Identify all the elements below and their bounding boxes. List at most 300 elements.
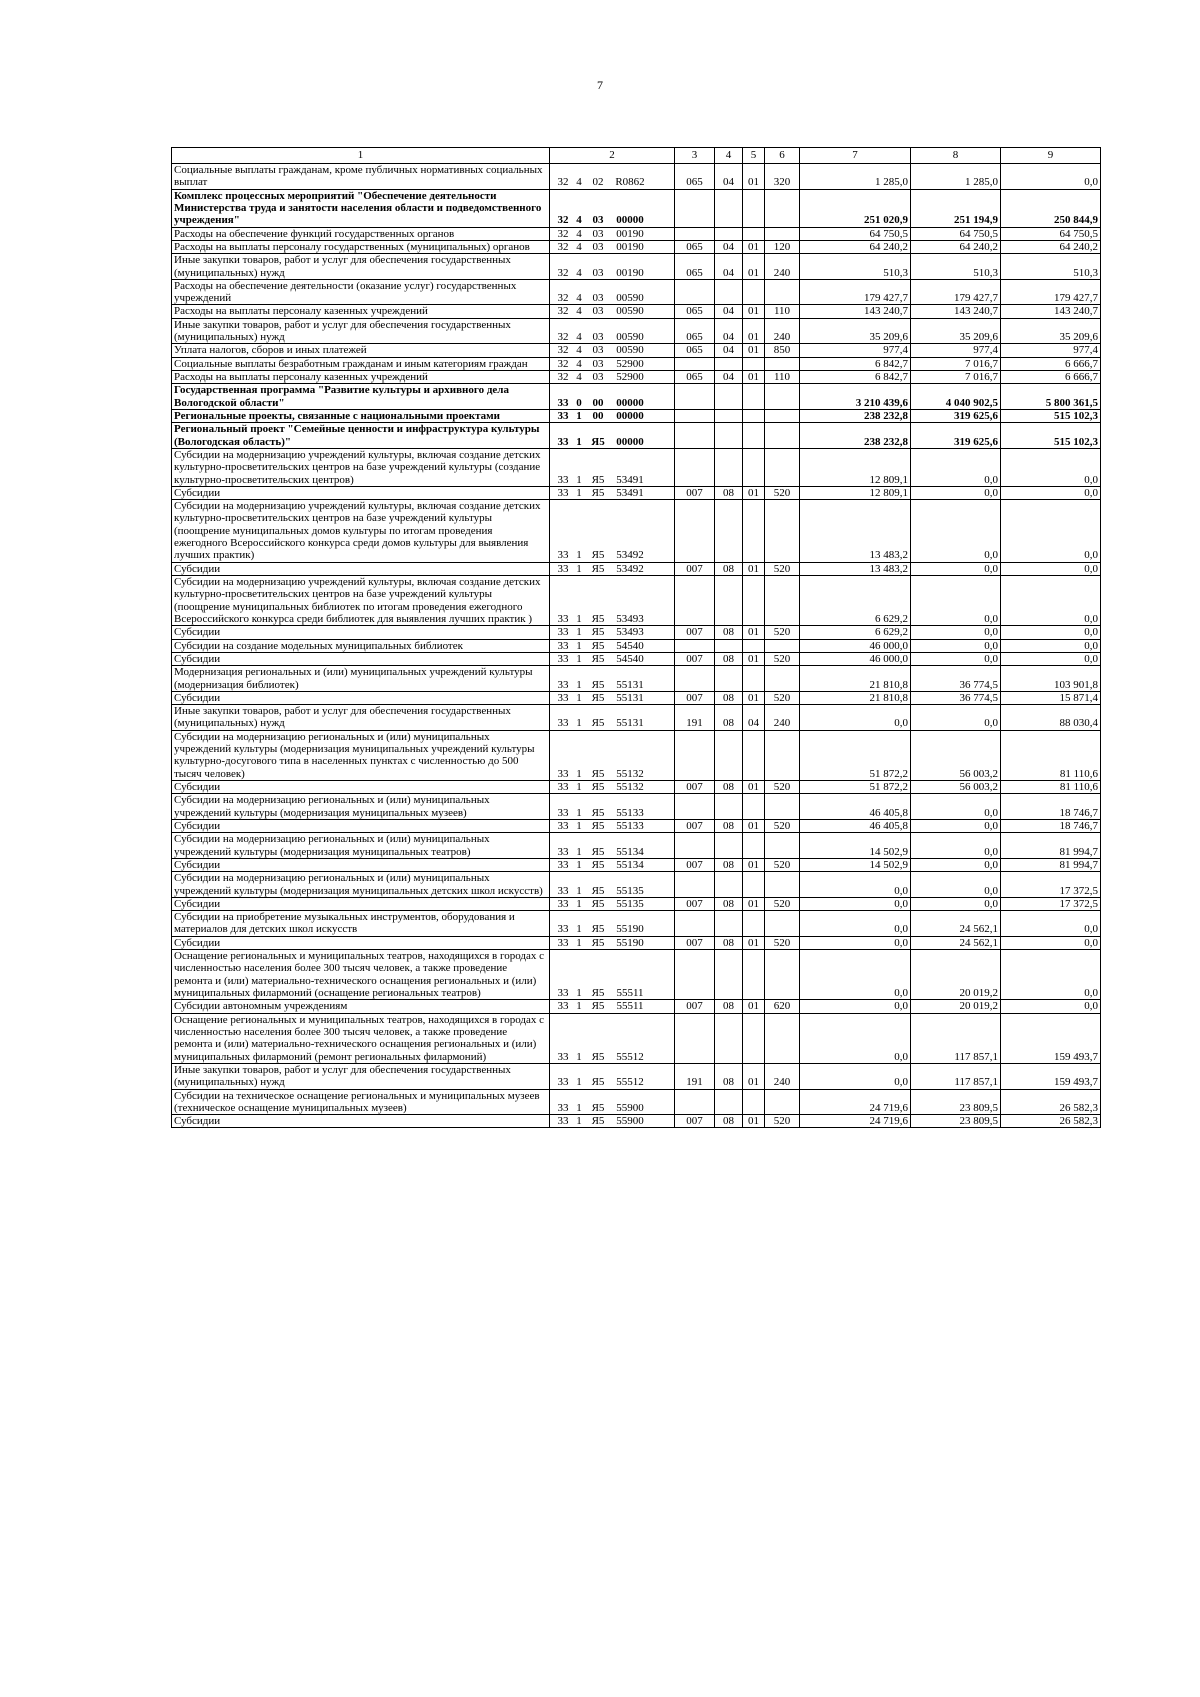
amount-year-1: 238 232,8 bbox=[800, 409, 911, 422]
code-part: Я5 bbox=[591, 435, 605, 448]
code-part: 4 bbox=[576, 266, 582, 279]
subsection-code bbox=[743, 576, 765, 626]
code-part: 1 bbox=[576, 897, 582, 910]
table-row bbox=[172, 189, 1101, 227]
target-article-code bbox=[550, 872, 675, 898]
expense-type-code: 520 bbox=[765, 781, 800, 794]
column-header: 7 bbox=[800, 148, 911, 164]
expense-type-code: 110 bbox=[765, 371, 800, 384]
amount-year-1: 510,3 bbox=[800, 254, 911, 280]
expense-type-code bbox=[765, 1013, 800, 1063]
target-article-code bbox=[550, 950, 675, 1000]
section-code bbox=[715, 950, 743, 1000]
table-row bbox=[172, 897, 1101, 910]
code-part: 33 bbox=[557, 819, 569, 832]
subsection-code bbox=[743, 1089, 765, 1115]
subsection-code bbox=[743, 357, 765, 370]
expense-type-code bbox=[765, 357, 800, 370]
amount-year-1: 12 809,1 bbox=[800, 486, 911, 499]
code-part: R0862 bbox=[615, 176, 645, 189]
code-part: 00190 bbox=[616, 266, 644, 279]
grbs-code bbox=[675, 423, 715, 449]
amount-year-1: 21 810,8 bbox=[800, 666, 911, 692]
code-part: Я5 bbox=[591, 845, 605, 858]
amount-year-1: 14 502,9 bbox=[800, 833, 911, 859]
section-code bbox=[715, 500, 743, 563]
section-code: 08 bbox=[715, 1000, 743, 1013]
table-row bbox=[172, 819, 1101, 832]
section-code bbox=[715, 872, 743, 898]
table-row bbox=[172, 626, 1101, 639]
code-part: 52900 bbox=[616, 357, 644, 370]
code-part: 55190 bbox=[616, 923, 644, 936]
expense-type-code: 520 bbox=[765, 626, 800, 639]
code-part: 32 bbox=[557, 266, 569, 279]
code-part: 33 bbox=[557, 626, 569, 639]
target-article-code bbox=[550, 1115, 675, 1128]
target-article-code bbox=[550, 164, 675, 190]
expense-type-code: 120 bbox=[765, 240, 800, 253]
code-part: 1 bbox=[576, 845, 582, 858]
code-part: 00590 bbox=[616, 344, 644, 357]
code-part: 33 bbox=[557, 987, 569, 999]
amount-year-2: 36 774,5 bbox=[911, 691, 1001, 704]
code-part: 1 bbox=[576, 678, 582, 691]
amount-year-1: 6 629,2 bbox=[800, 626, 911, 639]
table-row bbox=[172, 344, 1101, 357]
code-part: 1 bbox=[576, 923, 582, 936]
code-part: Я5 bbox=[591, 1000, 605, 1013]
amount-year-2: 977,4 bbox=[911, 344, 1001, 357]
amount-year-1: 6 629,2 bbox=[800, 576, 911, 626]
expense-type-code bbox=[765, 384, 800, 410]
target-article-code bbox=[550, 279, 675, 305]
expense-type-code: 520 bbox=[765, 691, 800, 704]
target-article-code bbox=[550, 936, 675, 949]
section-code: 04 bbox=[715, 240, 743, 253]
amount-year-2: 0,0 bbox=[911, 652, 1001, 665]
code-part: 33 bbox=[557, 1050, 569, 1063]
code-part: 03 bbox=[592, 227, 604, 240]
row-name: Субсидии bbox=[172, 781, 550, 794]
grbs-code bbox=[675, 189, 715, 227]
grbs-code bbox=[675, 357, 715, 370]
code-part: 1 bbox=[576, 652, 582, 665]
subsection-code: 01 bbox=[743, 691, 765, 704]
section-code bbox=[715, 639, 743, 652]
amount-year-2: 0,0 bbox=[911, 486, 1001, 499]
column-header: 9 bbox=[1001, 148, 1101, 164]
subsection-code: 01 bbox=[743, 240, 765, 253]
section-code bbox=[715, 409, 743, 422]
target-article-code bbox=[550, 486, 675, 499]
code-part: 54540 bbox=[616, 639, 644, 652]
subsection-code: 01 bbox=[743, 897, 765, 910]
table-row bbox=[172, 652, 1101, 665]
code-part: 1 bbox=[576, 639, 582, 652]
code-part: 03 bbox=[592, 292, 604, 305]
expense-type-code: 520 bbox=[765, 1115, 800, 1128]
amount-year-1: 143 240,7 bbox=[800, 305, 911, 318]
section-code: 08 bbox=[715, 858, 743, 871]
target-article-code bbox=[550, 911, 675, 937]
grbs-code bbox=[675, 911, 715, 937]
table-row bbox=[172, 794, 1101, 820]
code-part: Я5 bbox=[591, 858, 605, 871]
amount-year-3: 0,0 bbox=[1001, 639, 1101, 652]
amount-year-3: 18 746,7 bbox=[1001, 794, 1101, 820]
table-row bbox=[172, 500, 1101, 563]
table-row bbox=[172, 576, 1101, 626]
code-part: 03 bbox=[592, 331, 604, 344]
table-row bbox=[172, 730, 1101, 780]
subsection-code: 01 bbox=[743, 1000, 765, 1013]
amount-year-2: 0,0 bbox=[911, 897, 1001, 910]
code-part: Я5 bbox=[591, 923, 605, 936]
amount-year-3: 0,0 bbox=[1001, 576, 1101, 626]
row-name: Субсидии на модернизацию региональных и (или) муниципальных учреждений культуры (модернизация муниципальных музеев) bbox=[172, 794, 550, 820]
grbs-code bbox=[675, 833, 715, 859]
page-number: 7 bbox=[597, 78, 603, 92]
target-article-code bbox=[550, 240, 675, 253]
code-part: 33 bbox=[557, 562, 569, 575]
code-part: 33 bbox=[557, 858, 569, 871]
amount-year-1: 0,0 bbox=[800, 705, 911, 731]
grbs-code bbox=[675, 639, 715, 652]
row-name: Расходы на обеспечение деятельности (оказание услуг) государственных учреждений bbox=[172, 279, 550, 305]
expense-type-code bbox=[765, 1089, 800, 1115]
amount-year-3: 515 102,3 bbox=[1001, 409, 1101, 422]
code-part: 33 bbox=[557, 1076, 569, 1089]
row-name: Расходы на выплаты персоналу казенных учреждений bbox=[172, 305, 550, 318]
code-part: 53492 bbox=[616, 562, 644, 575]
row-name: Субсидии bbox=[172, 486, 550, 499]
amount-year-2: 0,0 bbox=[911, 872, 1001, 898]
amount-year-3: 18 746,7 bbox=[1001, 819, 1101, 832]
amount-year-3: 103 901,8 bbox=[1001, 666, 1101, 692]
amount-year-3: 0,0 bbox=[1001, 1000, 1101, 1013]
amount-year-3: 81 110,6 bbox=[1001, 781, 1101, 794]
code-part: 33 bbox=[557, 435, 569, 448]
expense-type-code bbox=[765, 872, 800, 898]
section-code bbox=[715, 1089, 743, 1115]
amount-year-2: 7 016,7 bbox=[911, 357, 1001, 370]
subsection-code: 01 bbox=[743, 254, 765, 280]
column-header: 3 bbox=[675, 148, 715, 164]
code-part: Я5 bbox=[591, 819, 605, 832]
target-article-code bbox=[550, 562, 675, 575]
amount-year-1: 0,0 bbox=[800, 872, 911, 898]
table-row bbox=[172, 936, 1101, 949]
code-part: Я5 bbox=[591, 1101, 605, 1114]
grbs-code: 007 bbox=[675, 562, 715, 575]
code-part: 03 bbox=[592, 266, 604, 279]
expense-type-code bbox=[765, 500, 800, 563]
table-row bbox=[172, 833, 1101, 859]
grbs-code bbox=[675, 384, 715, 410]
code-part: 33 bbox=[557, 691, 569, 704]
row-name: Субсидии bbox=[172, 936, 550, 949]
code-part: 53491 bbox=[616, 473, 644, 486]
grbs-code bbox=[675, 794, 715, 820]
table-row bbox=[172, 371, 1101, 384]
amount-year-3: 0,0 bbox=[1001, 652, 1101, 665]
amount-year-1: 238 232,8 bbox=[800, 423, 911, 449]
table-row bbox=[172, 1013, 1101, 1063]
amount-year-1: 0,0 bbox=[800, 936, 911, 949]
amount-year-2: 0,0 bbox=[911, 626, 1001, 639]
amount-year-3: 159 493,7 bbox=[1001, 1063, 1101, 1089]
table-row bbox=[172, 562, 1101, 575]
target-article-code bbox=[550, 409, 675, 422]
table-row bbox=[172, 705, 1101, 731]
row-name: Иные закупки товаров, работ и услуг для обеспечения государственных (муниципальных) нужд bbox=[172, 318, 550, 344]
code-part: 33 bbox=[557, 612, 569, 625]
amount-year-3: 26 582,3 bbox=[1001, 1115, 1101, 1128]
table-row bbox=[172, 1063, 1101, 1089]
subsection-code bbox=[743, 730, 765, 780]
amount-year-1: 977,4 bbox=[800, 344, 911, 357]
grbs-code: 007 bbox=[675, 897, 715, 910]
grbs-code bbox=[675, 500, 715, 563]
amount-year-2: 0,0 bbox=[911, 500, 1001, 563]
row-name: Субсидии на модернизацию региональных и (или) муниципальных учреждений культуры (модернизация муниципальных учреждений культуры культурно-досугового типа в населенных пунктах с численностью до 500 тысяч человек) bbox=[172, 730, 550, 780]
code-part: 1 bbox=[576, 717, 582, 730]
amount-year-2: 510,3 bbox=[911, 254, 1001, 280]
grbs-code: 007 bbox=[675, 691, 715, 704]
amount-year-3: 510,3 bbox=[1001, 254, 1101, 280]
amount-year-3: 143 240,7 bbox=[1001, 305, 1101, 318]
amount-year-3: 17 372,5 bbox=[1001, 897, 1101, 910]
code-part: Я5 bbox=[591, 549, 605, 562]
table-row bbox=[172, 279, 1101, 305]
expense-type-code bbox=[765, 911, 800, 937]
code-part: 32 bbox=[557, 292, 569, 305]
section-code: 08 bbox=[715, 562, 743, 575]
amount-year-1: 13 483,2 bbox=[800, 500, 911, 563]
amount-year-3: 26 582,3 bbox=[1001, 1089, 1101, 1115]
amount-year-3: 0,0 bbox=[1001, 950, 1101, 1000]
code-part: Я5 bbox=[591, 612, 605, 625]
code-part: 33 bbox=[557, 717, 569, 730]
subsection-code: 04 bbox=[743, 705, 765, 731]
code-part: 00 bbox=[592, 396, 604, 409]
code-part: 33 bbox=[557, 473, 569, 486]
code-part: 00590 bbox=[616, 305, 644, 318]
amount-year-2: 56 003,2 bbox=[911, 730, 1001, 780]
code-part: 00000 bbox=[616, 435, 644, 448]
row-name: Оснащение региональных и муниципальных театров, находящихся в городах с численностью населения более 300 тысяч человек, а также проведение ремонта и (или) материально-технического оснащения региональных и (или) муниципальных филармоний (оснащение региональных театров) bbox=[172, 950, 550, 1000]
section-code: 04 bbox=[715, 344, 743, 357]
code-part: 55900 bbox=[616, 1115, 644, 1128]
amount-year-3: 977,4 bbox=[1001, 344, 1101, 357]
row-name: Социальные выплаты гражданам, кроме публичных нормативных социальных выплат bbox=[172, 164, 550, 190]
grbs-code bbox=[675, 950, 715, 1000]
table-row bbox=[172, 448, 1101, 486]
budget-table bbox=[171, 147, 1101, 1128]
section-code bbox=[715, 189, 743, 227]
target-article-code bbox=[550, 639, 675, 652]
grbs-code bbox=[675, 227, 715, 240]
code-part: Я5 bbox=[591, 486, 605, 499]
row-name: Субсидии на модернизацию региональных и (или) муниципальных учреждений культуры (модернизация муниципальных театров) bbox=[172, 833, 550, 859]
subsection-code: 01 bbox=[743, 819, 765, 832]
code-part: 03 bbox=[592, 240, 604, 253]
expense-type-code: 320 bbox=[765, 164, 800, 190]
code-part: 4 bbox=[576, 227, 582, 240]
section-code bbox=[715, 794, 743, 820]
table-row bbox=[172, 1000, 1101, 1013]
table-row bbox=[172, 639, 1101, 652]
grbs-code bbox=[675, 1013, 715, 1063]
amount-year-3: 15 871,4 bbox=[1001, 691, 1101, 704]
section-code: 08 bbox=[715, 936, 743, 949]
amount-year-2: 23 809,5 bbox=[911, 1089, 1001, 1115]
column-header: 8 bbox=[911, 148, 1001, 164]
row-name: Модернизация региональных и (или) муниципальных учреждений культуры (модернизация библиотек) bbox=[172, 666, 550, 692]
code-part: 33 bbox=[557, 806, 569, 819]
row-name: Субсидии bbox=[172, 652, 550, 665]
code-part: 53493 bbox=[616, 626, 644, 639]
amount-year-3: 6 666,7 bbox=[1001, 371, 1101, 384]
subsection-code bbox=[743, 639, 765, 652]
table-row bbox=[172, 318, 1101, 344]
section-code: 08 bbox=[715, 652, 743, 665]
code-part: 55134 bbox=[616, 845, 644, 858]
row-name: Расходы на выплаты персоналу казенных учреждений bbox=[172, 371, 550, 384]
code-part: 32 bbox=[557, 214, 569, 227]
amount-year-1: 51 872,2 bbox=[800, 730, 911, 780]
code-part: 33 bbox=[557, 486, 569, 499]
amount-year-2: 35 209,6 bbox=[911, 318, 1001, 344]
code-part: 55131 bbox=[616, 717, 644, 730]
code-part: 32 bbox=[557, 357, 569, 370]
amount-year-1: 64 750,5 bbox=[800, 227, 911, 240]
subsection-code: 01 bbox=[743, 858, 765, 871]
subsection-code bbox=[743, 409, 765, 422]
code-part: 1 bbox=[576, 612, 582, 625]
code-part: 00590 bbox=[616, 292, 644, 305]
code-part: 1 bbox=[576, 858, 582, 871]
code-part: 55135 bbox=[616, 884, 644, 897]
table-row bbox=[172, 858, 1101, 871]
amount-year-1: 35 209,6 bbox=[800, 318, 911, 344]
column-header: 2 bbox=[550, 148, 675, 164]
code-part: 1 bbox=[576, 562, 582, 575]
subsection-code bbox=[743, 950, 765, 1000]
code-part: 1 bbox=[576, 936, 582, 949]
code-part: 00190 bbox=[616, 240, 644, 253]
subsection-code: 01 bbox=[743, 781, 765, 794]
amount-year-2: 0,0 bbox=[911, 576, 1001, 626]
grbs-code: 007 bbox=[675, 652, 715, 665]
code-part: 55512 bbox=[616, 1076, 644, 1089]
code-part: 00000 bbox=[616, 214, 644, 227]
subsection-code bbox=[743, 794, 765, 820]
target-article-code bbox=[550, 371, 675, 384]
code-part: 33 bbox=[557, 1101, 569, 1114]
target-article-code bbox=[550, 897, 675, 910]
code-part: Я5 bbox=[591, 806, 605, 819]
amount-year-2: 64 240,2 bbox=[911, 240, 1001, 253]
code-part: Я5 bbox=[591, 626, 605, 639]
table-row bbox=[172, 872, 1101, 898]
code-part: Я5 bbox=[591, 767, 605, 780]
target-article-code bbox=[550, 448, 675, 486]
amount-year-2: 319 625,6 bbox=[911, 409, 1001, 422]
subsection-code: 01 bbox=[743, 305, 765, 318]
code-part: 55900 bbox=[616, 1101, 644, 1114]
code-part: 55135 bbox=[616, 897, 644, 910]
amount-year-1: 0,0 bbox=[800, 897, 911, 910]
amount-year-2: 20 019,2 bbox=[911, 1000, 1001, 1013]
code-part: Я5 bbox=[591, 691, 605, 704]
expense-type-code bbox=[765, 448, 800, 486]
amount-year-3: 0,0 bbox=[1001, 448, 1101, 486]
code-part: 55511 bbox=[616, 987, 644, 999]
expense-type-code: 850 bbox=[765, 344, 800, 357]
code-part: 33 bbox=[557, 767, 569, 780]
amount-year-1: 0,0 bbox=[800, 1013, 911, 1063]
amount-year-2: 4 040 902,5 bbox=[911, 384, 1001, 410]
amount-year-2: 1 285,0 bbox=[911, 164, 1001, 190]
row-name: Региональный проект "Семейные ценности и инфраструктура культуры (Вологодская область)" bbox=[172, 423, 550, 449]
subsection-code bbox=[743, 227, 765, 240]
target-article-code bbox=[550, 1000, 675, 1013]
code-part: 1 bbox=[576, 1000, 582, 1013]
amount-year-2: 7 016,7 bbox=[911, 371, 1001, 384]
section-code: 04 bbox=[715, 305, 743, 318]
subsection-code bbox=[743, 500, 765, 563]
expense-type-code: 620 bbox=[765, 1000, 800, 1013]
amount-year-1: 0,0 bbox=[800, 1000, 911, 1013]
target-article-code bbox=[550, 254, 675, 280]
grbs-code: 007 bbox=[675, 1000, 715, 1013]
table-row bbox=[172, 357, 1101, 370]
row-name: Субсидии на модернизацию учреждений культуры, включая создание детских культурно-просветительских центров на базе учреждений культуры (поощрение муниципальных домов культуры по итогам проведения ежегодного Всероссийского конкурса среди домов культуры для выявления лучших практик) bbox=[172, 500, 550, 563]
row-name: Субсидии bbox=[172, 819, 550, 832]
section-code: 08 bbox=[715, 626, 743, 639]
column-header: 1 bbox=[172, 148, 550, 164]
code-part: 4 bbox=[576, 305, 582, 318]
row-name: Субсидии на модернизацию учреждений культуры, включая создание детских культурно-просветительских центров на базе учреждений культуры (поощрение муниципальных библиотек по итогам проведения ежегодного Всероссийского конкурса среди библиотек для выявления лучших практик ) bbox=[172, 576, 550, 626]
subsection-code bbox=[743, 833, 765, 859]
code-part: Я5 bbox=[591, 717, 605, 730]
code-part: Я5 bbox=[591, 1115, 605, 1128]
subsection-code bbox=[743, 666, 765, 692]
column-header: 4 bbox=[715, 148, 743, 164]
table-row bbox=[172, 423, 1101, 449]
expense-type-code bbox=[765, 576, 800, 626]
amount-year-3: 17 372,5 bbox=[1001, 872, 1101, 898]
amount-year-3: 250 844,9 bbox=[1001, 189, 1101, 227]
subsection-code: 01 bbox=[743, 652, 765, 665]
column-header: 5 bbox=[743, 148, 765, 164]
code-part: 4 bbox=[576, 344, 582, 357]
expense-type-code: 520 bbox=[765, 897, 800, 910]
code-part: Я5 bbox=[591, 652, 605, 665]
code-part: Я5 bbox=[591, 639, 605, 652]
subsection-code: 01 bbox=[743, 371, 765, 384]
code-part: 33 bbox=[557, 396, 569, 409]
header-row bbox=[172, 148, 1101, 164]
expense-type-code: 240 bbox=[765, 318, 800, 344]
code-part: 03 bbox=[592, 357, 604, 370]
code-part: 33 bbox=[557, 936, 569, 949]
grbs-code bbox=[675, 576, 715, 626]
amount-year-2: 0,0 bbox=[911, 794, 1001, 820]
amount-year-2: 0,0 bbox=[911, 448, 1001, 486]
